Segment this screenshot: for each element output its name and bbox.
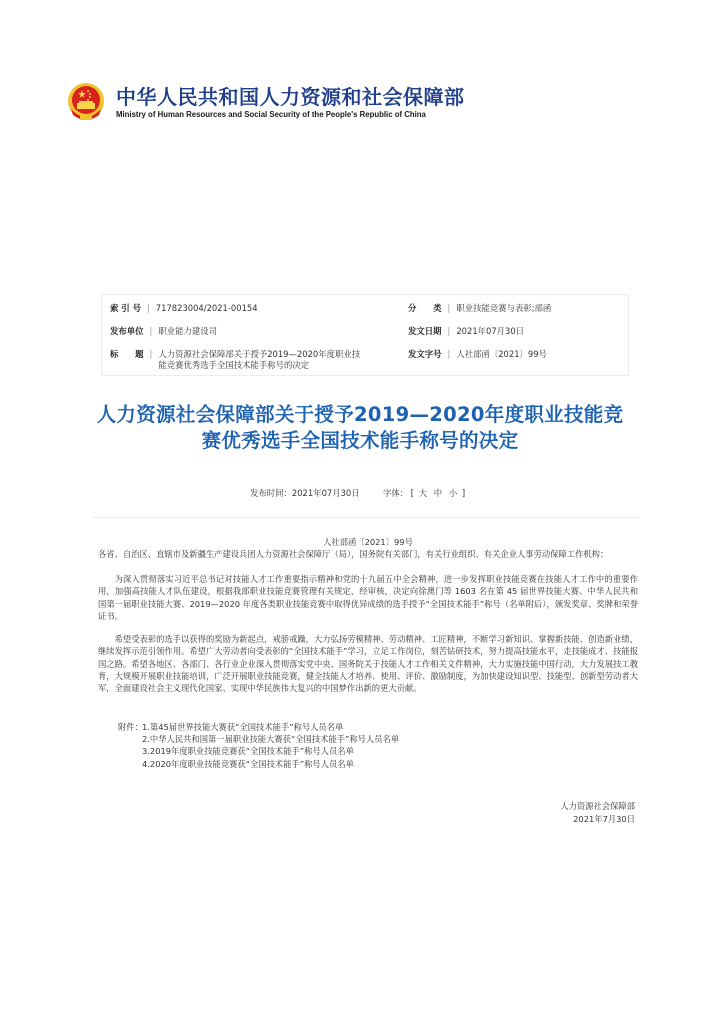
publisher-label: 发布单位 [110, 326, 144, 336]
attachment-item[interactable]: 1.第45届世界技能大赛获“全国技术能手”称号人员名单 [142, 722, 344, 732]
signature [560, 800, 635, 825]
attachment-item[interactable]: 2.中华人民共和国第一届职业技能大赛获“全国技术能手”称号人员名单 [142, 734, 400, 745]
site-header [66, 78, 465, 128]
bracket-close: ] [461, 488, 466, 498]
doc-no-label: 发文字号 [408, 349, 442, 359]
divider [92, 517, 640, 518]
separator: | [447, 326, 451, 336]
index-label: 索 引 号 [110, 303, 141, 313]
paragraph-2: 希望受表彰的选手以获得的奖励为新起点，戒骄戒躁，大力弘扬劳模精神、劳动精神、工匠精神，不断学习新知识、掌握新技能、创造新业绩，继续发挥示范引领作用。希望广大劳动者向受表彰的“全国技术能手”学习，立足工作岗位，刻苦钻研技术，努力提高技能水平，走技能成才、技能报国之路。希望各地区、各部门、各行业企业深入贯彻落实党中央、国务院关于技能人才工作相关文件精神，大力实施技能中国行动，大力发展技工教育，大规模开展职业技能培训，广泛开展职业技能竞赛，健全技能人才培养、使用、评价、激励制度，为加快建设知识型、技能型、创新型劳动者大军，全面建设社会主义现代化国家、实现中华民族伟大复兴的中国梦作出新的更大贡献。 [98, 634, 638, 694]
attachment-item[interactable]: 3.2019年度职业技能竞赛获“全国技术能手”称号人员名单 [142, 746, 354, 757]
font-large-button[interactable]: 大 [418, 488, 428, 498]
title-value: 人力资源社会保障部关于授予2019—2020年度职业技能竞赛优秀选手全国技术能手称号的决定 [158, 349, 361, 370]
info-doc-no [408, 349, 547, 360]
issue-date-label: 发文日期 [408, 326, 442, 336]
separator: | [149, 326, 153, 336]
index-value: 717823004/2021-00154 [155, 303, 258, 313]
signature-org: 人力资源社会保障部 [560, 801, 635, 811]
category-value: 职业技能竞赛与表彰;部函 [456, 303, 552, 313]
ministry-name-en: Ministry of Human Resources and Social Security of the People's Republic of China [116, 110, 426, 119]
publisher-value: 职业能力建设司 [158, 326, 217, 336]
font-size-label: 字体： [382, 488, 409, 498]
document-number: 人社部函〔2021〕99号 [323, 537, 413, 547]
category-label: 分 类 [408, 303, 442, 313]
font-small-button[interactable]: 小 [448, 488, 458, 498]
info-issue-date [408, 326, 524, 337]
signature-date: 2021年7月30日 [573, 813, 635, 824]
addressee: 各省、自治区、直辖市及新疆生产建设兵团人力资源社会保障厅（局），国务院有关部门，有关行业组织、有关企业人事劳动保障工作机构： [98, 549, 609, 559]
separator: | [447, 303, 451, 313]
article-meta [250, 487, 490, 499]
info-title [110, 349, 400, 371]
separator: | [149, 349, 153, 359]
publish-time: 2021年07月30日 [291, 488, 360, 498]
info-category [408, 303, 551, 314]
separator: | [146, 303, 150, 313]
bracket-open: [ [410, 488, 415, 498]
ministry-name-cn: 中华人民共和国人力资源和社会保障部 [116, 85, 465, 109]
publish-time-label: 发布时间： [250, 488, 292, 498]
title-label: 标 题 [110, 349, 144, 359]
info-index [110, 303, 258, 314]
attachments-label: 附件： [118, 722, 143, 732]
issue-date-value: 2021年07月30日 [456, 326, 525, 336]
paragraph-1: 为深入贯彻落实习近平总书记对技能人才工作重要指示精神和党的十九届五中全会精神，进一步发挥职业技能竞赛在技能人才工作中的重要作用，加强高技能人才队伍建设，根据我部职业技能竞赛管理有关规定，经审核，决定向徐澳门等 1603 名在第 45 届世界技能大赛、中华人民共和国第一届职业技能大赛、2019—2020 年度各类职业技能竞赛中取得优异成绩的选手授予“全国技术能手”称号（名单附后），颁发奖章、奖牌和荣誉证书。 [98, 574, 638, 621]
national-emblem-icon [66, 81, 106, 125]
attachments [118, 721, 399, 770]
separator: | [447, 349, 451, 359]
attachment-item[interactable]: 4.2020年度职业技能竞赛获“全国技术能手”称号人员名单 [142, 758, 354, 769]
info-publisher [110, 326, 217, 337]
font-medium-button[interactable]: 中 [433, 488, 443, 498]
document-info-box [101, 294, 629, 376]
article-title: 人力资源社会保障部关于授予2019—2020年度职业技能竞赛优秀选手全国技术能手称号的决定 [96, 403, 624, 452]
doc-no-value: 人社部函〔2021〕99号 [456, 349, 547, 359]
